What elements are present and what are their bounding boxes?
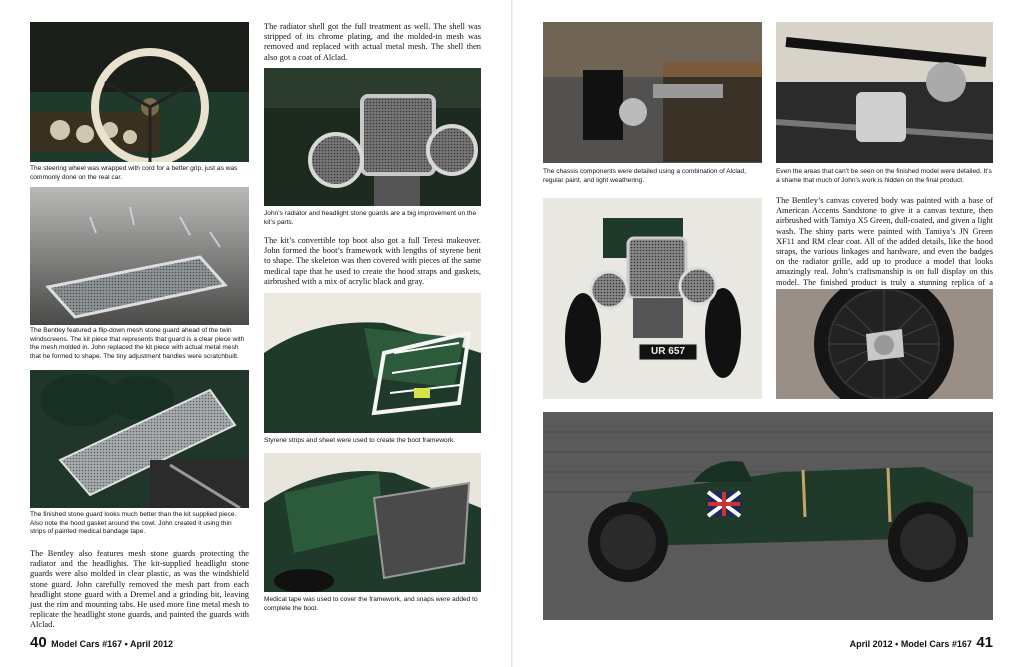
mesh-guard-image (30, 187, 249, 325)
left-folio-text: Model Cars #167 • April 2012 (51, 639, 174, 649)
right-folio (850, 634, 993, 652)
radiator-image (264, 68, 481, 206)
wire-wheel-image (776, 289, 993, 399)
photo-wire-wheel (776, 289, 993, 399)
boot-covered-image (264, 453, 481, 592)
photo-front-view (543, 198, 762, 399)
caption-mesh-guard: The Bentley featured a flip-down mesh stone guard ahead of the twin windscreens. The kit piece that represents that guard is a clear piece with the mesh molded in. John replaced the kit piece with actual metal mesh that he formed to shape. The tiny adjustment handles were scratchbuilt. (30, 327, 245, 360)
body-text-col4: The Bentley’s canvas covered body was painted with a base of American Accents Sandstone to give it a canvas texture, then airbrushed with Tamiya X5 Green, dull-coated, and given a light wash. The shiny parts were painted with Tamiya’s JN Green XF11 and RM clear coat. All of the added details, like the hood straps, the various linkages and hardware, and even the badges on the radiator grille, add up to produce a model that looks amazingly real. John’s craftsmanship is on full display on this model. The finished product is truly a stunning replica of a (776, 196, 993, 287)
photo-styrene-frame (264, 293, 481, 433)
caption-chassis: The chassis components were detailed using a combination of Alclad, regular paint, and light weathering. (543, 168, 747, 184)
caption-finished-guard: The finished stone guard looks much better than the kit supplied piece. Also note the hood gasket around the cowl. John created it using thin strips of painted medical bandage tape. (30, 511, 237, 536)
body-text-col2-top: The radiator shell got the full treatment as well. The shell was stripped of its chrome plating, and the molded-in mesh was removed and replaced with actual metal mesh. The shell then also got a coat of Alclad. (264, 22, 481, 62)
chassis-image (543, 22, 762, 163)
photo-steering-wheel (30, 22, 249, 162)
caption-hidden: Even the areas that can’t be seen on the finished model were detailed. It’s a shame that much of John’s work is hidden on the final product. (776, 168, 992, 184)
page-gutter (511, 0, 513, 667)
caption-styrene: Styrene strips and sheet were used to create the boot framework. (264, 437, 455, 444)
photo-finished-guard (30, 370, 249, 508)
right-page-number: 41 (976, 634, 993, 651)
caption-medical-tape: Medical tape was used to cover the framework, and snaps were added to complete the boot. (264, 596, 478, 612)
right-folio-text: April 2012 • Model Cars #167 (849, 639, 972, 649)
photo-chassis (543, 22, 762, 163)
photo-rear-axle (776, 22, 993, 163)
body-text-col1: The Bentley also features mesh stone guards protecting the radiator and the headlights. The kit-supplied headlight stone guards were also molded in clear plastic, as was the windshield stone guard. John carefully removed the mesh part from each headlight stone guard with a Dremel and a grinding bit, leaving just the rim and mounting tabs. He used more fine metal mesh to replicate the headlight stone guards, and painted the guards with Alclad. (30, 549, 249, 630)
photo-boot-covered (264, 453, 481, 592)
steering-wheel-image (30, 22, 249, 162)
finished-guard-image (30, 370, 249, 508)
body-text-col2-mid: The kit’s convertible top boot also got a full Teresi makeover. John formed the boot’s framework with lengths of styrene bent to shape. The skeleton was then covered with pieces of the same medical tape that he used to create the hood straps and gaskets, airbrushed with a mix of acrylic black and gray. (264, 236, 481, 286)
caption-steering: The steering wheel was wrapped with cord for a better grip, just as was commonly done on the real car. (30, 165, 238, 181)
photo-radiator (264, 68, 481, 206)
left-page-number: 40 (30, 634, 47, 651)
rear-axle-image (776, 22, 993, 163)
photo-side-view (543, 412, 993, 620)
photo-mesh-guard (30, 187, 249, 325)
side-view-image (543, 412, 993, 620)
left-folio (30, 634, 173, 652)
front-view-image (543, 198, 762, 399)
styrene-frame-image (264, 293, 481, 433)
license-plate: UR 657 (651, 346, 685, 357)
caption-radiator: John’s radiator and headlight stone guards are a big improvement on the kit’s parts. (264, 210, 477, 226)
